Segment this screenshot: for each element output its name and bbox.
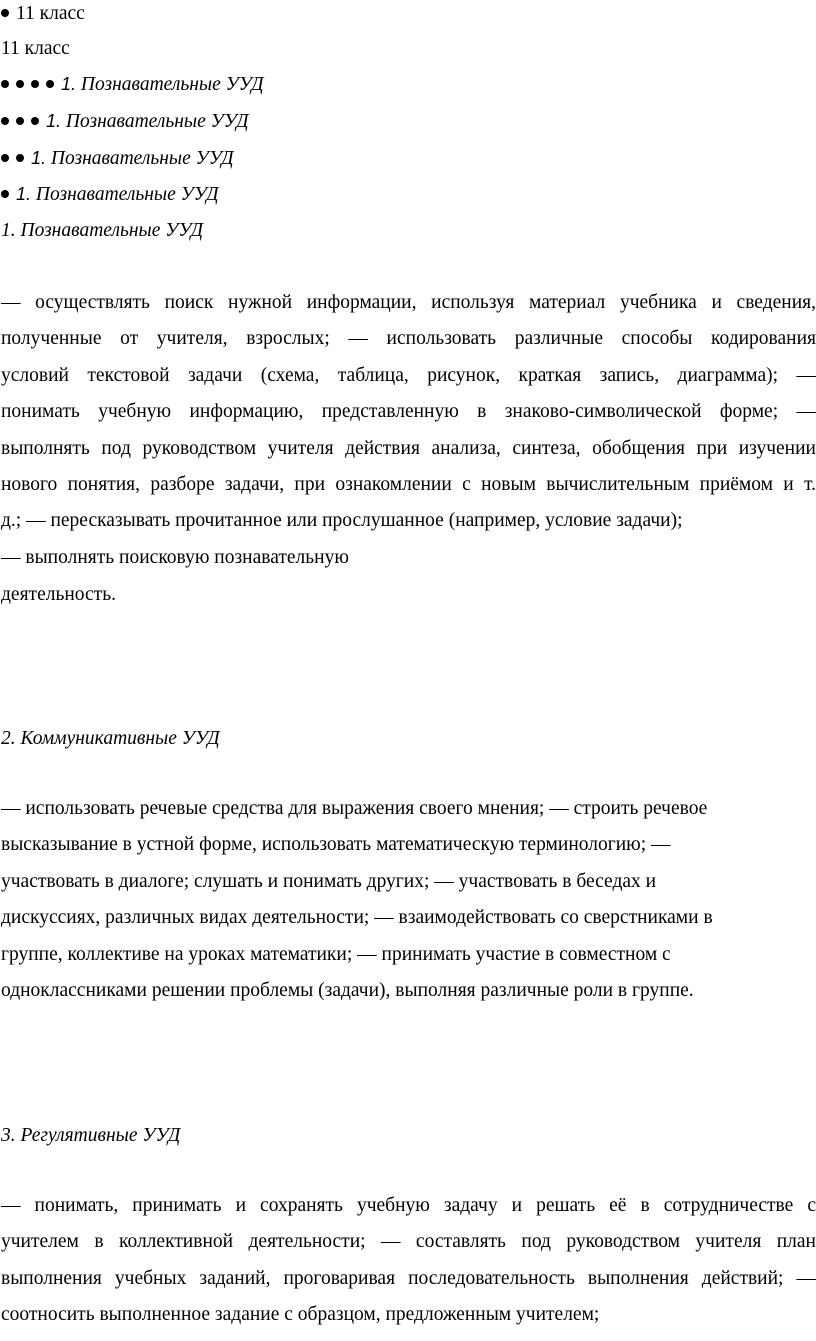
bullet-icon (46, 80, 54, 88)
class-heading-text: 11 класс (16, 3, 85, 24)
bullet-icon (16, 80, 24, 88)
paragraph-line: одноклассниками решении проблемы (задачи), выполняя различные роли в группе. (1, 980, 694, 1002)
paragraph-line: д.; — пересказывать прочитанное или прослушанное (например, условие задачи); (1, 510, 683, 532)
paragraph-line: дискуссиях, различных видах деятельности; — взаимодействовать со сверстниками в (1, 907, 713, 929)
toc-item-number: 1. (16, 184, 32, 204)
toc-item-level-4 (1, 72, 263, 97)
paragraph-line: деятельность. (1, 584, 116, 605)
paragraph-line: — выполнять поисковую познавательную (1, 547, 349, 568)
bullet-icon (16, 154, 24, 162)
class-heading-bulleted (1, 2, 85, 26)
bullet-icon (31, 80, 39, 88)
paragraph-line: участвовать в диалоге; слушать и понимать других; — участвовать в беседах и (1, 870, 657, 892)
toc-item-number: 1. (31, 148, 47, 168)
toc-item-level-3 (1, 109, 248, 134)
toc-item-number: 1. (61, 74, 77, 94)
paragraph-line: полученные от учителя, взрослых; — использовать различные способы кодирования (1, 328, 816, 350)
paragraph-line: выполнения учебных заданий, проговаривая последовательность выполнения действий; — (1, 1267, 816, 1289)
section-3-title: 3. Регулятивные УУД (1, 1125, 181, 1146)
paragraph-line: — использовать речевые средства для выражения своего мнения; — строить речевое (1, 798, 708, 819)
toc-item-level-2 (1, 146, 233, 171)
paragraph-line: условий текстовой задачи (схема, таблица, рисунок, краткая запись, диаграмма); — (1, 364, 816, 386)
section-2-title: 2. Коммуникативные УУД (1, 728, 220, 749)
bullet-icon (1, 190, 9, 198)
paragraph-line: понимать учебную информацию, представленную в знаково-символической форме; — (1, 401, 816, 423)
toc-item-text: Познавательные УУД (46, 148, 234, 169)
toc-item-level-1 (1, 182, 218, 207)
paragraph-line: — осуществлять поиск нужной информации, используя материал учебника и сведения, (1, 292, 816, 313)
toc-item-text: Познавательные УУД (76, 74, 264, 95)
paragraph-line: учителем в коллективной деятельности; — составлять под руководством учителя план (1, 1231, 816, 1253)
bullet-icon (16, 117, 24, 125)
class-heading: 11 класс (1, 38, 70, 59)
section-1-body (1, 285, 816, 540)
bullet-icon (1, 80, 9, 88)
bullet-icon (1, 154, 9, 162)
bullet-icon (1, 9, 9, 17)
bullet-icon (1, 117, 9, 125)
toc-item-text: Познавательные УУД (31, 184, 219, 205)
toc-item-text: Познавательные УУД (61, 111, 249, 132)
toc-item-number: 1. (46, 111, 62, 131)
toc-item-plain: 1. Познавательные УУД (1, 220, 204, 241)
paragraph-line: высказывание в устной форме, использовать математическую терминологию; — (1, 834, 671, 856)
paragraph-line: группе, коллективе на уроках математики; — принимать участие в совместном с (1, 943, 671, 965)
bullet-icon (31, 117, 39, 125)
paragraph-line: выполнять под руководством учителя действия анализа, синтеза, обобщения при изучении (1, 437, 816, 459)
section-2-body (1, 791, 816, 1009)
section-3-body (1, 1188, 816, 1334)
paragraph-line: соотносить выполненное задание с образцом, предложенным учителем; (1, 1304, 600, 1326)
paragraph-line: нового понятия, разборе задачи, при ознакомлении с новым вычислительным приёмом и т. (1, 474, 816, 496)
paragraph-line: — понимать, принимать и сохранять учебную задачу и решать её в сотрудничестве с (1, 1195, 816, 1216)
